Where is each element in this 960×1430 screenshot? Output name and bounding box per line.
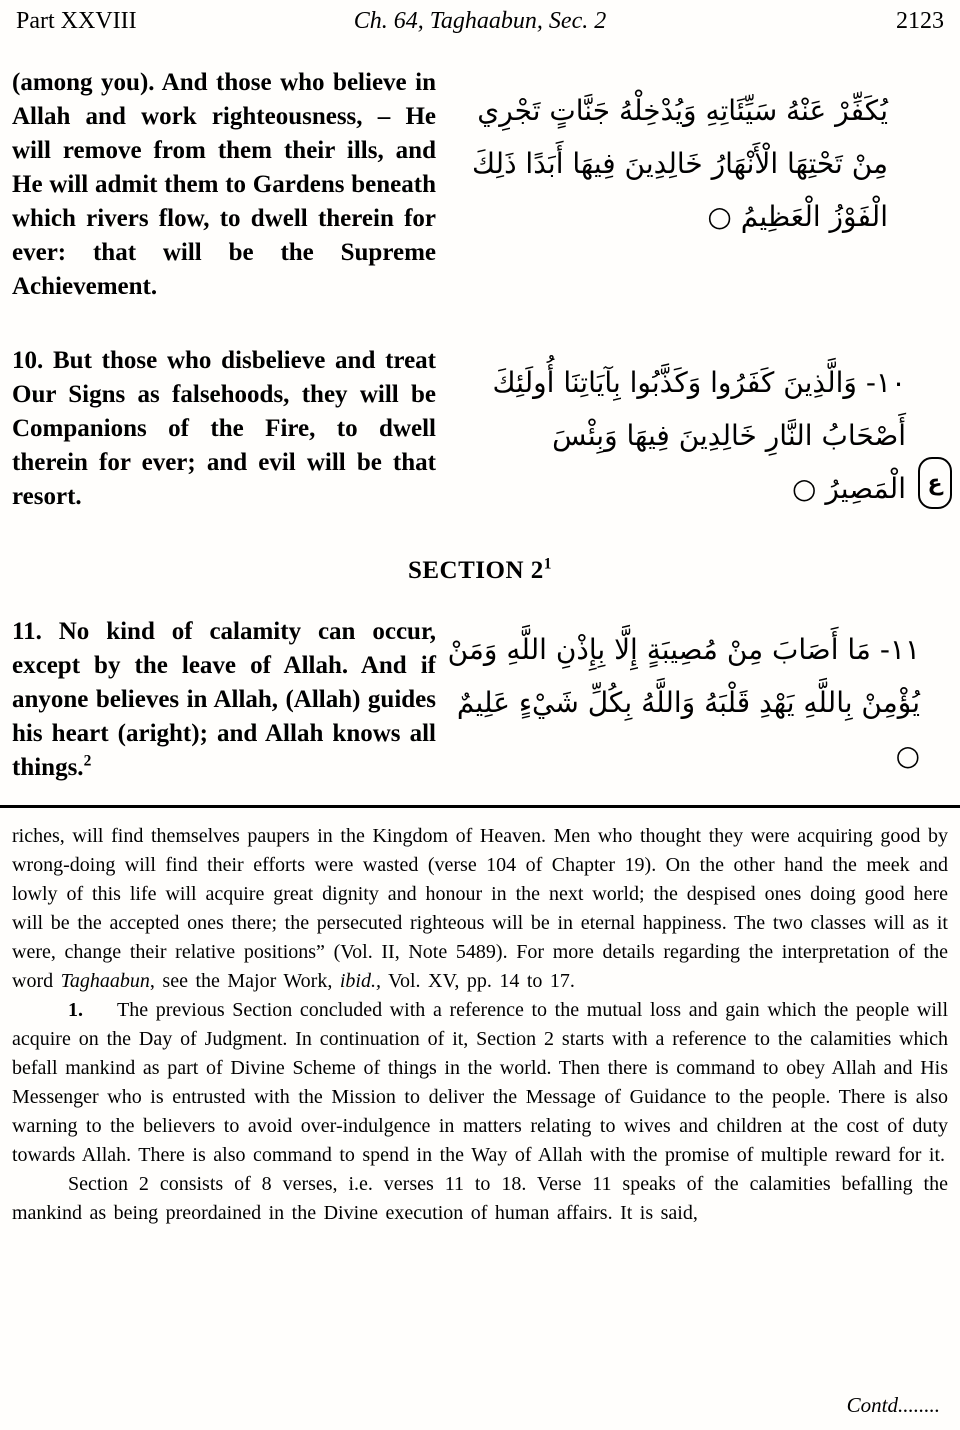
contd-label: Contd........ bbox=[846, 1393, 940, 1417]
verse-arabic-10: ١٠- وَالَّذِينَ كَفَرُوا وَكَذَّبُوا بِآيَاتِنَا أُولَئِكَ أَصْحَابُ النَّارِ خَالِدِينَ فِيهَا وَبِئْسَ الْمَصِيرُ ○ bbox=[492, 366, 906, 505]
footnote-1-continued: Section 2 consists of 8 verses, i.e. verses 11 to 18. Verse 11 speaks of the calamities befalling the mankind as being preordained in the Divine execution of human affairs. It is said, bbox=[12, 1173, 948, 1224]
footnote-continuation-text: riches, will find themselves paupers in the Kingdom of Heaven. Men who thought they were acquiring good by wrong-doing will find their efforts were wasted (verse 104 of Chapter 19). On the other hand the meek and lowly of this life will acquire great dignity and honour in the next world; the despised ones doing good here will be the accepted ones there; the persecuted righteous will be in eternal happiness. The two classes will as it were, change their relative positions” (Vol. II, Note 5489). For more details regarding the interpretation of the word bbox=[12, 825, 948, 992]
footnote-1-text: The previous Section concluded with a reference to the mutual loss and gain which the people will acquire on the Day of Judgment. In continuation of it, Section 2 starts with a reference to the calamities which befall mankind as part of Divine Scheme of things in the world. Then there is command to obey Allah and His Messenger who is entrusted with the Mission to deliver the Message of Guidance to the people. There is also warning to the believers to avoid over-indulgence in matters relating to wives and children at the cost of duty towards Allah. There is also command to spend in the Way of Allah with the promise of multiple reward for it. bbox=[12, 999, 948, 1166]
footnote-1 bbox=[12, 996, 948, 1170]
verse-english-11-text: 11. No kind of calamity can occur, except by the leave of Allah. And if anyone believes in Allah, (Allah) guides his heart (aright); and Allah knows all things. bbox=[12, 618, 436, 781]
footnote-ref-2: 2 bbox=[83, 752, 92, 770]
verse-english-10: 10. But those who disbelieve and treat Our Signs as falsehoods, they will be Companions of the Fire, to dwell therein for ever; and evil will be that resort. bbox=[12, 347, 436, 510]
footnote-italic-taghaabun: Taghaabun bbox=[60, 970, 150, 992]
page-body bbox=[12, 66, 948, 785]
section-heading bbox=[12, 557, 948, 585]
section-heading-text: SECTION 2 bbox=[407, 557, 544, 584]
verse-english-9: (among you). And those who believe in Allah and work righteousness, – He will remove from them their ills, and He will admit them to Gardens beneath which rivers flow, to dwell therein for ever: that will be the Supreme Achievement. bbox=[12, 69, 436, 300]
footnote-continuation-end: Vol. XV, pp. 14 to 17. bbox=[380, 970, 575, 992]
footnote-ref-1: 1 bbox=[543, 555, 553, 573]
footnote-divider bbox=[0, 805, 960, 808]
page-number: 2123 bbox=[896, 8, 944, 34]
ruku-marker-icon: ع bbox=[918, 457, 952, 509]
part-label: Part XXVIII bbox=[16, 8, 137, 34]
chapter-title: Ch. 64, Taghaabun, Sec. 2 bbox=[353, 8, 607, 34]
verse-english-11 bbox=[12, 615, 436, 785]
verse-block-11 bbox=[12, 615, 948, 785]
footnote-1-number: 1. bbox=[68, 999, 83, 1021]
verse-arabic-9: يُكَفِّرْ عَنْهُ سَيِّئَاتِهِ وَيُدْخِلْهُ جَنَّاتٍ تَجْرِي مِنْ تَحْتِهَا الْأَنْهَارُ خَالِدِينَ فِيهَا أَبَدًا ذَلِكَ الْفَوْزُ الْعَظِيمُ ○ bbox=[471, 94, 888, 233]
footnote-continuation-mid: , see the Major Work, bbox=[149, 970, 340, 992]
footnote-continuation bbox=[12, 822, 948, 996]
footnote-italic-ibid: ibid., bbox=[339, 970, 381, 992]
verse-block-9 bbox=[12, 66, 948, 304]
verse-arabic-11: ١١- مَا أَصَابَ مِنْ مُصِيبَةٍ إِلَّا بِإِذْنِ اللَّهِ وَمَنْ يُؤْمِنْ بِاللَّهِ يَهْدِ قَلْبَهُ وَاللَّهُ بِكُلِّ شَيْءٍ عَلِيمٌ ○ bbox=[447, 633, 920, 772]
footnotes-section bbox=[12, 822, 948, 1228]
verse-block-10 bbox=[12, 344, 948, 515]
page-header bbox=[12, 8, 948, 44]
